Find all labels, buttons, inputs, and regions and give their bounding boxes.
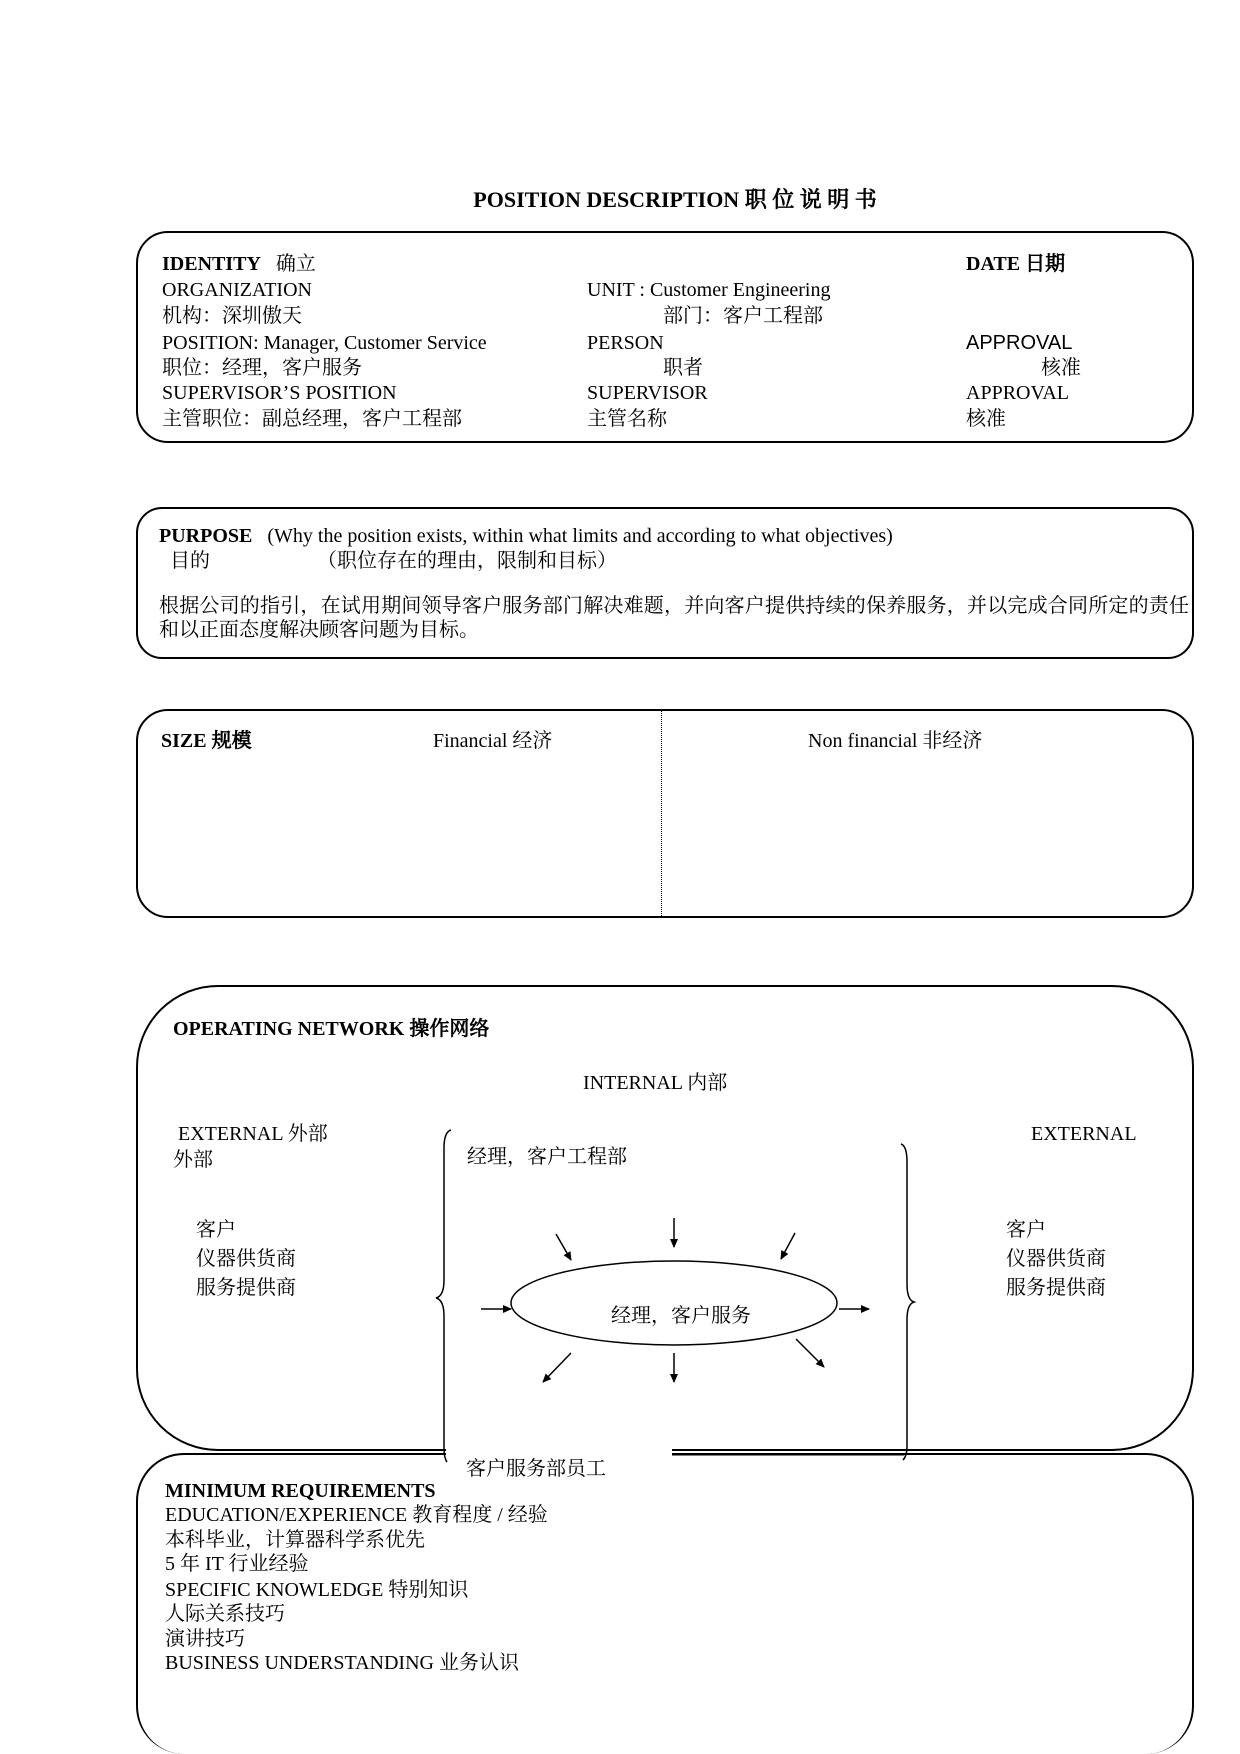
center-role: 经理，客户服务: [611, 1305, 751, 1327]
approval-value-1: 核准: [1041, 357, 1081, 379]
person-label: PERSON: [587, 332, 664, 354]
supervisor-label: SUPERVISOR: [587, 382, 708, 404]
knowledge-item: 人际关系技巧: [165, 1603, 285, 1625]
approval-value-2: 核准: [966, 408, 1006, 430]
arrow-in-top-right: [781, 1233, 795, 1259]
date-label: DATE 日期: [966, 253, 1066, 275]
organization-value: 机构：深圳傲天: [162, 305, 302, 327]
external-left-item: 仪器供货商: [196, 1248, 296, 1270]
supervisor-position-value: 主管职位：副总经理，客户工程部: [162, 408, 462, 430]
business-label: BUSINESS UNDERSTANDING 业务认识: [165, 1652, 519, 1674]
external-left-item: 客户: [196, 1219, 236, 1241]
arrow-out-bottom-right: [796, 1339, 824, 1367]
external-left-cn: 外部: [173, 1149, 213, 1171]
approval-label-2: APPROVAL: [966, 382, 1069, 404]
size-non-financial: Non financial 非经济: [808, 730, 983, 752]
arrow-out-bottom-left: [543, 1353, 571, 1382]
knowledge-label: SPECIFIC KNOWLEDGE 特别知识: [165, 1579, 469, 1601]
unit-label: UNIT : Customer Engineering: [587, 279, 831, 301]
network-heading: OPERATING NETWORK 操作网络: [173, 1018, 490, 1040]
external-right-item: 服务提供商: [1006, 1277, 1106, 1299]
supervisor-position-label: SUPERVISOR’S POSITION: [162, 382, 397, 404]
purpose-subtitle-cn: （职位存在的理由，限制和目标）: [317, 550, 617, 572]
identity-heading-en: IDENTITY: [162, 253, 261, 275]
internal-top-role: 经理，客户工程部: [467, 1146, 627, 1168]
education-label: EDUCATION/EXPERIENCE 教育程度 / 经验: [165, 1504, 548, 1526]
identity-heading-cn: 确立: [275, 253, 316, 275]
purpose-heading-en: PURPOSE: [159, 525, 253, 547]
supervisor-value: 主管名称: [587, 408, 667, 430]
center-ellipse: [511, 1261, 837, 1345]
size-heading: SIZE 规模: [161, 730, 252, 752]
network-internal-label: INTERNAL 内部: [583, 1072, 728, 1094]
external-right-item: 仪器供货商: [1006, 1248, 1106, 1270]
purpose-subtitle: (Why the position exists, within what limits and according to what objectives): [267, 525, 893, 547]
purpose-heading-cn: 目的: [170, 550, 210, 572]
education-item: 本科毕业，计算器科学系优先: [165, 1529, 425, 1551]
right-brace: [901, 1144, 914, 1460]
size-financial: Financial 经济: [433, 730, 553, 752]
external-right-item: 客户: [1006, 1219, 1046, 1241]
purpose-body: 根据公司的指引，在试用期间领导客户服务部门解决难题，并向客户提供持续的保养服务，并以完成合同所定的责任和以正面态度解决顾客问题为目标。: [159, 595, 1189, 641]
person-value: 职者: [663, 357, 703, 379]
unit-value: 部门：客户工程部: [663, 305, 823, 327]
approval-label-1: APPROVAL: [966, 332, 1073, 354]
page-title: POSITION DESCRIPTION 职 位 说 明 书: [473, 187, 877, 212]
external-left-label: EXTERNAL 外部: [178, 1123, 328, 1145]
position-value: 职位：经理，客户服务: [162, 357, 362, 379]
external-left-item: 服务提供商: [196, 1277, 296, 1299]
requirements-heading: MINIMUM REQUIREMENTS: [165, 1480, 436, 1502]
organization-label: ORGANIZATION: [162, 279, 312, 301]
internal-bottom-role: 客户服务部员工: [466, 1458, 606, 1480]
education-item: 5 年 IT 行业经验: [165, 1553, 309, 1575]
position-label: POSITION: Manager, Customer Service: [162, 332, 487, 354]
external-right-label: EXTERNAL: [1031, 1123, 1137, 1145]
knowledge-item: 演讲技巧: [165, 1628, 245, 1650]
left-brace: [436, 1130, 451, 1462]
arrow-in-top-left: [556, 1234, 571, 1260]
